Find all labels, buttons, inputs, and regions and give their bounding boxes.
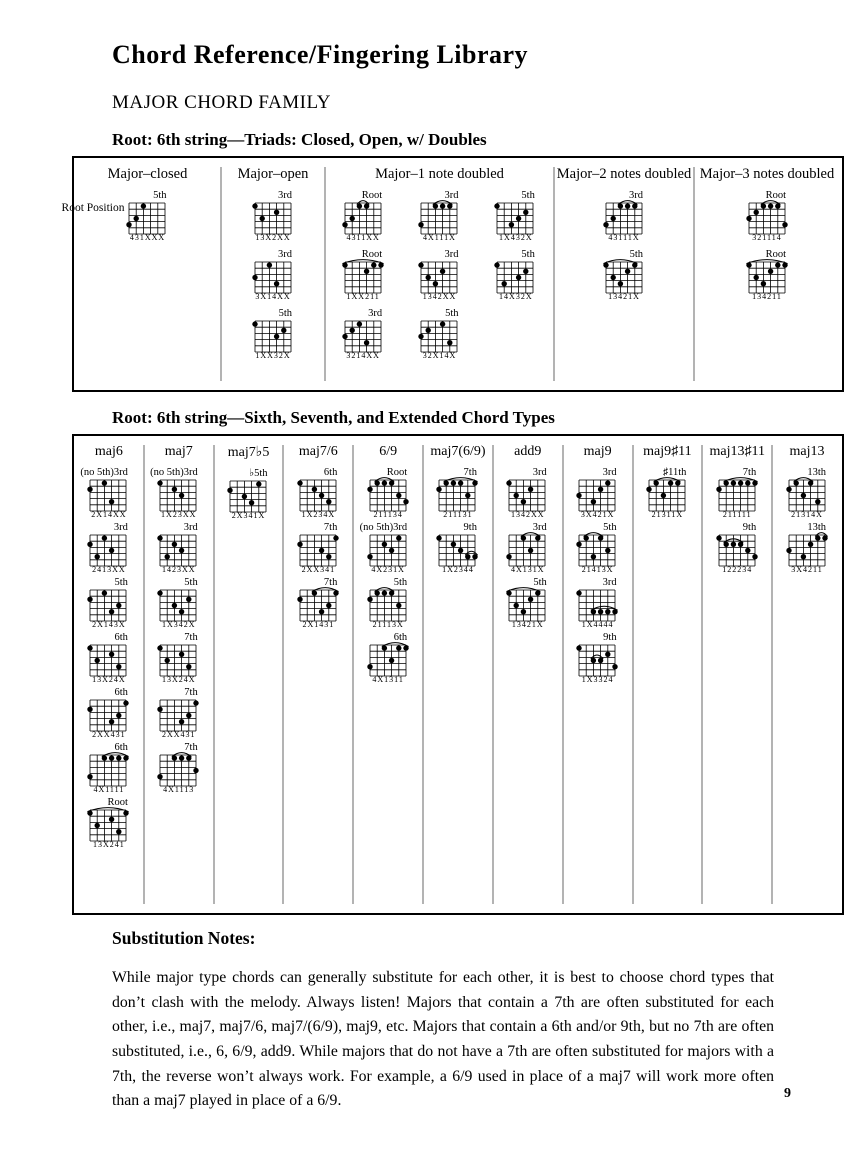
chord-fingering: 1XX32X [255, 351, 291, 360]
chord-column [74, 436, 144, 913]
chord-grid [367, 529, 410, 568]
chord-grid [786, 474, 829, 513]
chord-grid [157, 529, 200, 568]
chord-fingering: 1X234X [301, 510, 336, 519]
chord-fingering: 211134 [373, 510, 403, 519]
chord-diagram [778, 521, 836, 574]
chord-diagram [80, 521, 138, 574]
column-header: Major–open [237, 166, 309, 182]
chord-grid [494, 197, 537, 236]
chord-diagram [244, 248, 302, 301]
page-title: Chord Reference/Fingering Library [112, 40, 529, 69]
chord-diagram [80, 796, 138, 849]
chord-column [61, 158, 221, 390]
chord-diagram [150, 466, 208, 519]
chord-grid [87, 584, 130, 623]
chord-diagram [569, 631, 627, 684]
chord-grid [603, 256, 646, 295]
column-body [772, 466, 842, 574]
chord-fingering: 21311X [651, 510, 684, 519]
chord-diagram [410, 307, 468, 360]
chord-voice-label: 6th [393, 632, 408, 643]
chord-column [633, 436, 703, 913]
chord-diagram [289, 521, 347, 574]
chord-fingering: 32X14X [422, 351, 457, 360]
chord-grid [506, 474, 549, 513]
column-body [221, 189, 325, 360]
chord-grid [342, 197, 385, 236]
chord-grid [576, 584, 619, 623]
chord-diagram [595, 248, 653, 301]
chord-voice-label: 3rd [444, 190, 459, 201]
chord-voice-label: 5th [533, 577, 547, 588]
chord-diagram [487, 189, 545, 242]
chord-fingering: 2413XX [92, 565, 126, 574]
chord-diagram [410, 189, 468, 242]
chord-diagram [150, 631, 208, 684]
chord-voice-label: 13th [807, 467, 827, 478]
chord-column [221, 158, 325, 390]
chord-diagram [569, 576, 627, 629]
column-body [144, 466, 214, 794]
chord-diagram [429, 466, 487, 519]
chord-voice-label: 3rd [629, 190, 643, 201]
chord-fingering: 2X143X [92, 620, 126, 629]
chord-grid [506, 529, 549, 568]
chord-voice-label: ♯11th [662, 467, 687, 478]
chord-diagram [80, 466, 138, 519]
chord-diagram [595, 189, 653, 242]
chord-grid [746, 197, 789, 236]
chord-voice-label: 5th [278, 308, 292, 319]
chord-voice-label: 7th [742, 467, 757, 478]
chord-diagram [429, 521, 487, 574]
chord-grid [157, 694, 200, 733]
substitution-notes-paragraph: While major type chords can generally substitute for each other, it is best to choose chord types that don’t clash with the melody. Always listen! Majors that contain a 7th are often substituted for each other, i.e., maj7, maj7/6, maj7/(6/9), maj9, etc. Majors that contain a 6th and/or 9th, but no 7th are often substituted, i.e., 6, 6/9, add9. While majors that do not have a 7th are often substituted for majors with a 7th, the reverse won’t always work. For example, a 6/9 used in place of a maj7 will work more often than a maj7 played in place of a 6/9. [112, 969, 774, 1110]
chord-voice-label: 5th [445, 308, 459, 319]
column-body [633, 466, 703, 519]
chord-diagram [359, 631, 417, 684]
column-body [554, 189, 694, 301]
chord-voice-label: Root [107, 797, 128, 808]
chord-fingering: 14X32X [499, 292, 533, 301]
chord-voice-label: Root [386, 467, 408, 478]
chord-fingering: 4X131X [511, 565, 545, 574]
chord-fingering: 43111X [608, 233, 640, 242]
chord-diagram [150, 576, 208, 629]
column-body [61, 189, 221, 242]
chord-grid [418, 315, 461, 354]
chord-voice-label: (no 5th)3rd [150, 467, 198, 478]
chord-voice-label: 5th [603, 522, 617, 533]
chord-grid [227, 475, 270, 514]
column-header: Major–2 notes doubled [556, 166, 692, 182]
chord-fingering: 2XX431 [161, 730, 196, 739]
chord-fingering: 1X2344 [442, 565, 474, 574]
chord-grid [87, 639, 130, 678]
chord-grid [126, 197, 169, 236]
chord-column [694, 158, 840, 390]
chord-voice-label: Root [765, 249, 786, 260]
chord-voice-label: 6th [114, 632, 128, 643]
chord-diagram [150, 686, 208, 739]
chord-voice-label: 7th [184, 742, 198, 753]
chord-diagram [569, 466, 627, 519]
chord-fingering: 1XX211 [346, 292, 380, 301]
chord-voice-label: 3rd [113, 522, 128, 533]
chord-fingering: 134211 [752, 292, 782, 301]
chord-grid [252, 315, 295, 354]
chord-diagram [359, 576, 417, 629]
chord-voice-label: 13th [807, 522, 827, 533]
column-header: Major–3 notes doubled [699, 166, 835, 182]
chord-column [283, 436, 353, 913]
chord-fingering: 2XX341 [301, 565, 336, 574]
chord-grid [297, 474, 340, 513]
chord-diagram [244, 189, 302, 242]
chord-diagram [334, 248, 392, 301]
chord-diagram [499, 576, 557, 629]
chord-grid [297, 584, 340, 623]
chord-grid [252, 197, 295, 236]
column-body [694, 189, 840, 301]
chord-diagram [569, 521, 627, 574]
column-body [563, 466, 633, 684]
chord-grid [342, 315, 385, 354]
chord-voice-label: 9th [742, 522, 757, 533]
chord-fingering: 13421X [511, 620, 544, 629]
chord-voice-label: (no 5th)3rd [359, 522, 408, 533]
chord-voice-label: 9th [603, 632, 617, 643]
column-header: maj7/6 [298, 444, 338, 459]
page-number: 9 [784, 1086, 791, 1101]
chord-fingering: 211131 [443, 510, 473, 519]
extended-chord-chart [72, 434, 844, 915]
chord-grid [157, 749, 200, 788]
chord-diagram [359, 521, 417, 574]
substitution-notes-heading: Substitution Notes: [112, 928, 256, 948]
chord-grid [786, 529, 829, 568]
chord-voice-label: Root [361, 190, 383, 201]
chord-grid [436, 474, 479, 513]
chord-grid [576, 529, 619, 568]
chord-diagram [499, 521, 557, 574]
column-body [325, 189, 554, 360]
chord-diagram [289, 466, 347, 519]
chord-grid [157, 639, 200, 678]
column-header: add9 [514, 444, 542, 459]
chord-fingering: 1X3324 [581, 675, 614, 684]
chord-diagram [738, 189, 796, 242]
chord-fingering: 13X24X [161, 675, 196, 684]
column-body [353, 466, 423, 684]
chord-voice-label: 7th [463, 467, 477, 478]
chord-diagram [487, 248, 545, 301]
chord-voice-label: (no 5th)3rd [80, 467, 128, 478]
chord-diagram [289, 576, 347, 629]
chord-grid [297, 529, 340, 568]
chord-voice-label: 3rd [368, 308, 383, 319]
chord-grid [157, 474, 200, 513]
section2-heading: Root: 6th string—Sixth, Seventh, and Extended Chord Types [112, 408, 555, 427]
chord-voice-label: 3rd [278, 190, 292, 201]
chord-voice-label: 6th [114, 742, 128, 753]
chord-grid [367, 639, 410, 678]
chord-grid [506, 584, 549, 623]
triads-chord-chart [61, 156, 844, 392]
chord-column [144, 436, 214, 913]
chord-diagram [334, 189, 392, 242]
chord-grid [367, 584, 410, 623]
chord-fingering: 21413X [581, 565, 614, 574]
chord-column [353, 436, 423, 913]
chord-grid [87, 804, 130, 843]
chord-fingering: 1X23XX [161, 510, 197, 519]
chord-grid [418, 197, 461, 236]
column-header: Major–1 note doubled [375, 166, 504, 182]
chord-grid [494, 256, 537, 295]
chord-fingering: 321114 [752, 233, 782, 242]
chord-diagram [738, 248, 796, 301]
chord-diagram [80, 686, 138, 739]
chord-fingering: 1342XX [422, 292, 457, 301]
chord-grid [436, 529, 479, 568]
column-header: maj13 [789, 444, 825, 459]
column-body [214, 467, 284, 520]
chord-grid [157, 584, 200, 623]
chord-grid [716, 474, 759, 513]
chord-fingering: 13X2XX [255, 233, 291, 242]
column-body [702, 466, 772, 574]
column-header: maj13♯11 [709, 444, 765, 459]
column-body [423, 466, 493, 574]
chord-diagram [708, 466, 766, 519]
chord-fingering: 13X241 [93, 840, 125, 849]
chord-diagram [61, 189, 177, 242]
chord-voice-label: 7th [184, 632, 198, 643]
column-header: Major–closed [107, 166, 188, 182]
chord-fingering: 3X14XX [255, 292, 291, 301]
column-header: maj6 [94, 444, 123, 459]
column-header: maj7(6/9) [430, 444, 486, 459]
chord-fingering: 1X342X [161, 620, 196, 629]
chord-fingering: 4X111X [423, 233, 456, 242]
chord-voice-label: 3rd [444, 249, 459, 260]
chord-diagram [334, 307, 392, 360]
chord-voice-label: 5th [114, 577, 128, 588]
chord-fingering: 4311XX [346, 233, 380, 242]
chord-voice-label: 5th [521, 190, 535, 201]
chord-column [563, 436, 633, 913]
chord-grid [87, 529, 130, 568]
chord-diagram [708, 521, 766, 574]
column-header: maj9♯11 [643, 444, 692, 459]
chord-column [493, 436, 563, 913]
chord-fingering: 21314X [791, 510, 823, 519]
chord-fingering: 1342XX [511, 510, 545, 519]
chord-voice-label: 5th [153, 190, 167, 201]
chord-voice-label: ♭5th [249, 468, 268, 479]
chord-grid [746, 256, 789, 295]
chord-grid [576, 474, 619, 513]
chord-diagram [150, 521, 208, 574]
chord-fingering: 13X24X [92, 675, 126, 684]
chord-diagram [80, 741, 138, 794]
chord-grid [576, 639, 619, 678]
chord-fingering: 2XX431 [92, 730, 126, 739]
chord-voice-label: 7th [323, 522, 338, 533]
chord-column [554, 158, 694, 390]
chord-fingering: 2X341X [231, 511, 266, 520]
chord-grid [646, 474, 689, 513]
column-body [283, 466, 353, 629]
chord-grid [252, 256, 295, 295]
chord-voice-label: 5th [184, 577, 198, 588]
chord-grid [418, 256, 461, 295]
chord-voice-label: 5th [629, 249, 643, 260]
chord-fingering: 431XXX [129, 233, 166, 242]
chord-grid [603, 197, 646, 236]
chord-grid [367, 474, 410, 513]
root-position-label: Root Position [61, 202, 125, 214]
chord-fingering: 3X421X [580, 510, 615, 519]
chord-fingering: 4X1311 [372, 675, 404, 684]
chord-voice-label: 3rd [602, 467, 617, 478]
chord-diagram [499, 466, 557, 519]
chord-diagram [359, 466, 417, 519]
chord-fingering: 4X1111 [93, 785, 125, 794]
column-header: maj7♭5 [227, 445, 270, 460]
chord-fingering: 1423XX [161, 565, 196, 574]
chord-family-heading: MAJOR CHORD FAMILY [112, 92, 331, 113]
chord-voice-label: 5th [393, 577, 408, 588]
chord-diagram [220, 467, 278, 520]
chord-voice-label: 7th [323, 577, 338, 588]
chord-fingering: 3X4211 [791, 565, 823, 574]
chord-column [214, 436, 284, 913]
chord-column [423, 436, 493, 913]
chord-fingering: 122234 [722, 565, 753, 574]
column-header: maj9 [583, 444, 612, 459]
chord-voice-label: Root [765, 190, 786, 201]
chord-fingering: 4X1113 [163, 785, 195, 794]
chord-voice-label: 9th [463, 522, 477, 533]
chord-diagram [150, 741, 208, 794]
chord-grid [87, 694, 130, 733]
section1-heading: Root: 6th string—Triads: Closed, Open, w/ Doubles [112, 130, 487, 149]
chord-grid [342, 256, 385, 295]
chord-fingering: 3214XX [346, 351, 380, 360]
chord-fingering: 13421X [608, 292, 640, 301]
chord-voice-label: 5th [521, 249, 535, 260]
chord-diagram [638, 466, 696, 519]
chord-diagram [778, 466, 836, 519]
chord-voice-label: 3rd [532, 467, 547, 478]
chord-diagram [80, 631, 138, 684]
chord-fingering: 1X4444 [581, 620, 614, 629]
chord-voice-label: 3rd [532, 522, 547, 533]
chord-voice-label: Root [361, 249, 383, 260]
column-body [74, 466, 144, 849]
chord-column [702, 436, 772, 913]
chord-fingering: 2X14XX [91, 510, 127, 519]
chord-fingering: 4X231X [371, 565, 405, 574]
column-header: 6/9 [379, 444, 398, 459]
chord-diagram [244, 307, 302, 360]
chord-diagram [80, 576, 138, 629]
chord-fingering: 2X1431 [302, 620, 335, 629]
chord-grid [87, 474, 130, 513]
chord-diagram [410, 248, 468, 301]
chord-voice-label: 6th [114, 687, 128, 698]
chord-column [772, 436, 842, 913]
column-header: maj7 [164, 444, 193, 459]
chord-fingering: 21113X [372, 620, 404, 629]
chord-fingering: 1X432X [499, 233, 533, 242]
column-body [493, 466, 563, 629]
chord-voice-label: 3rd [602, 577, 617, 588]
chord-voice-label: 3rd [278, 249, 292, 260]
chord-grid [716, 529, 759, 568]
chord-voice-label: 3rd [183, 522, 198, 533]
chord-voice-label: 6th [323, 467, 338, 478]
chord-column [325, 158, 554, 390]
chord-grid [87, 749, 130, 788]
chord-fingering: 211111 [722, 510, 752, 519]
chord-voice-label: 7th [184, 687, 198, 698]
